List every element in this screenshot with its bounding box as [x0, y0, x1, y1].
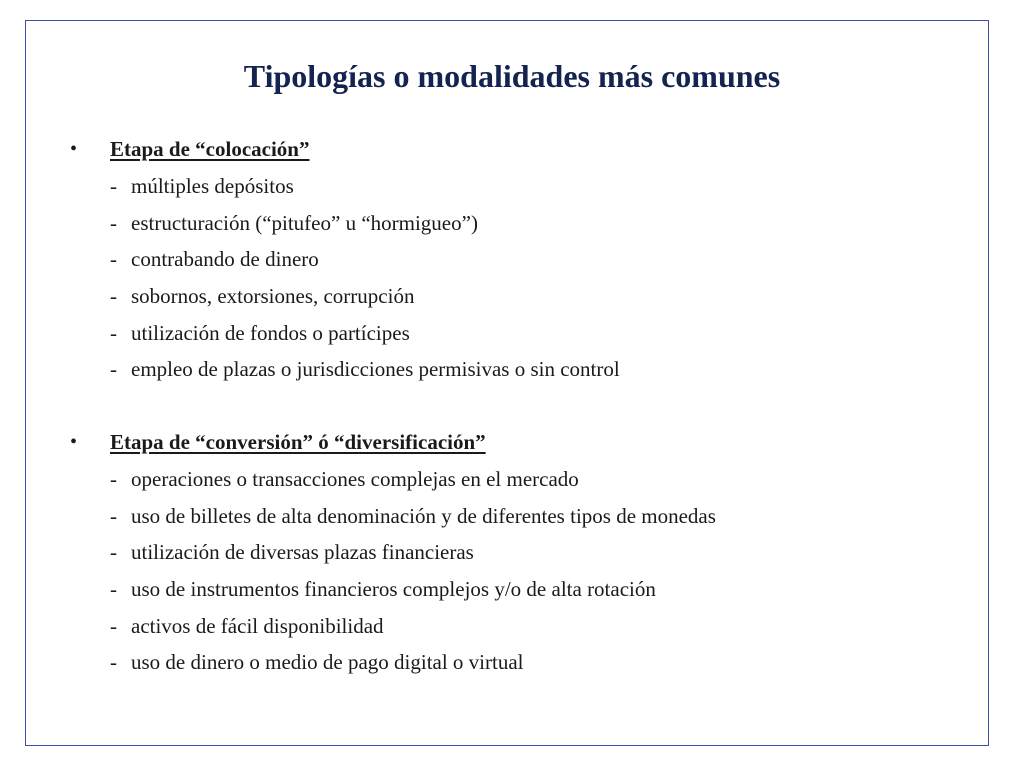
list-item: [70, 168, 970, 205]
dash-marker: -: [110, 577, 117, 602]
dash-marker: -: [110, 540, 117, 565]
item-list: [70, 461, 970, 681]
dash-marker: -: [110, 357, 117, 382]
section-colocacion: [70, 131, 970, 388]
dash-marker: -: [110, 467, 117, 491]
dash-marker: -: [110, 210, 117, 235]
bullet-icon: •: [70, 138, 78, 160]
list-item: [70, 534, 970, 571]
list-item: [70, 241, 970, 278]
list-item-text: uso de dinero o medio de pago digital o virtual: [131, 650, 524, 675]
dash-marker: -: [110, 613, 117, 638]
section-heading-row: [70, 424, 970, 461]
dash-marker: -: [110, 503, 117, 528]
list-item: [70, 608, 970, 645]
section-heading-row: [70, 131, 970, 168]
list-item-text: uso de instrumentos financieros complejos y/o de alta rotación: [131, 577, 656, 602]
bullet-icon: •: [70, 431, 78, 453]
slide-title: Tipologías o modalidades más comunes: [243, 58, 781, 94]
dash-marker: -: [110, 650, 117, 675]
section-heading: Etapa de “colocación”: [110, 137, 310, 161]
dash-marker: -: [110, 284, 117, 309]
list-item-text: contrabando de dinero: [131, 247, 319, 272]
list-item: [70, 205, 970, 242]
list-item: [70, 571, 970, 608]
list-item: [70, 351, 970, 388]
list-item: [70, 278, 970, 315]
list-item-text: uso de billetes de alta denominación y de diferentes tipos de monedas: [131, 503, 716, 528]
dash-marker: -: [110, 174, 117, 198]
section-conversion: [70, 424, 970, 681]
list-item-text: utilización de diversas plazas financieras: [131, 540, 474, 565]
list-item-text: estructuración (“pitufeo” u “hormigueo”): [131, 210, 478, 235]
list-item: [70, 498, 970, 535]
list-item: [70, 644, 970, 681]
list-item-text: utilización de fondos o partícipes: [131, 320, 410, 345]
list-item-text: múltiples depósitos: [131, 174, 294, 198]
item-list: [70, 168, 970, 388]
list-item-text: activos de fácil disponibilidad: [131, 613, 384, 638]
list-item-text: sobornos, extorsiones, corrupción: [131, 284, 415, 309]
list-item: [70, 315, 970, 352]
dash-marker: -: [110, 247, 117, 272]
list-item-text: operaciones o transacciones complejas en el mercado: [131, 467, 579, 491]
section-heading: Etapa de “conversión” ó “diversificación”: [110, 430, 486, 454]
list-item: [70, 461, 970, 498]
dash-marker: -: [110, 320, 117, 345]
list-item-text: empleo de plazas o jurisdicciones permisivas o sin control: [131, 357, 620, 382]
